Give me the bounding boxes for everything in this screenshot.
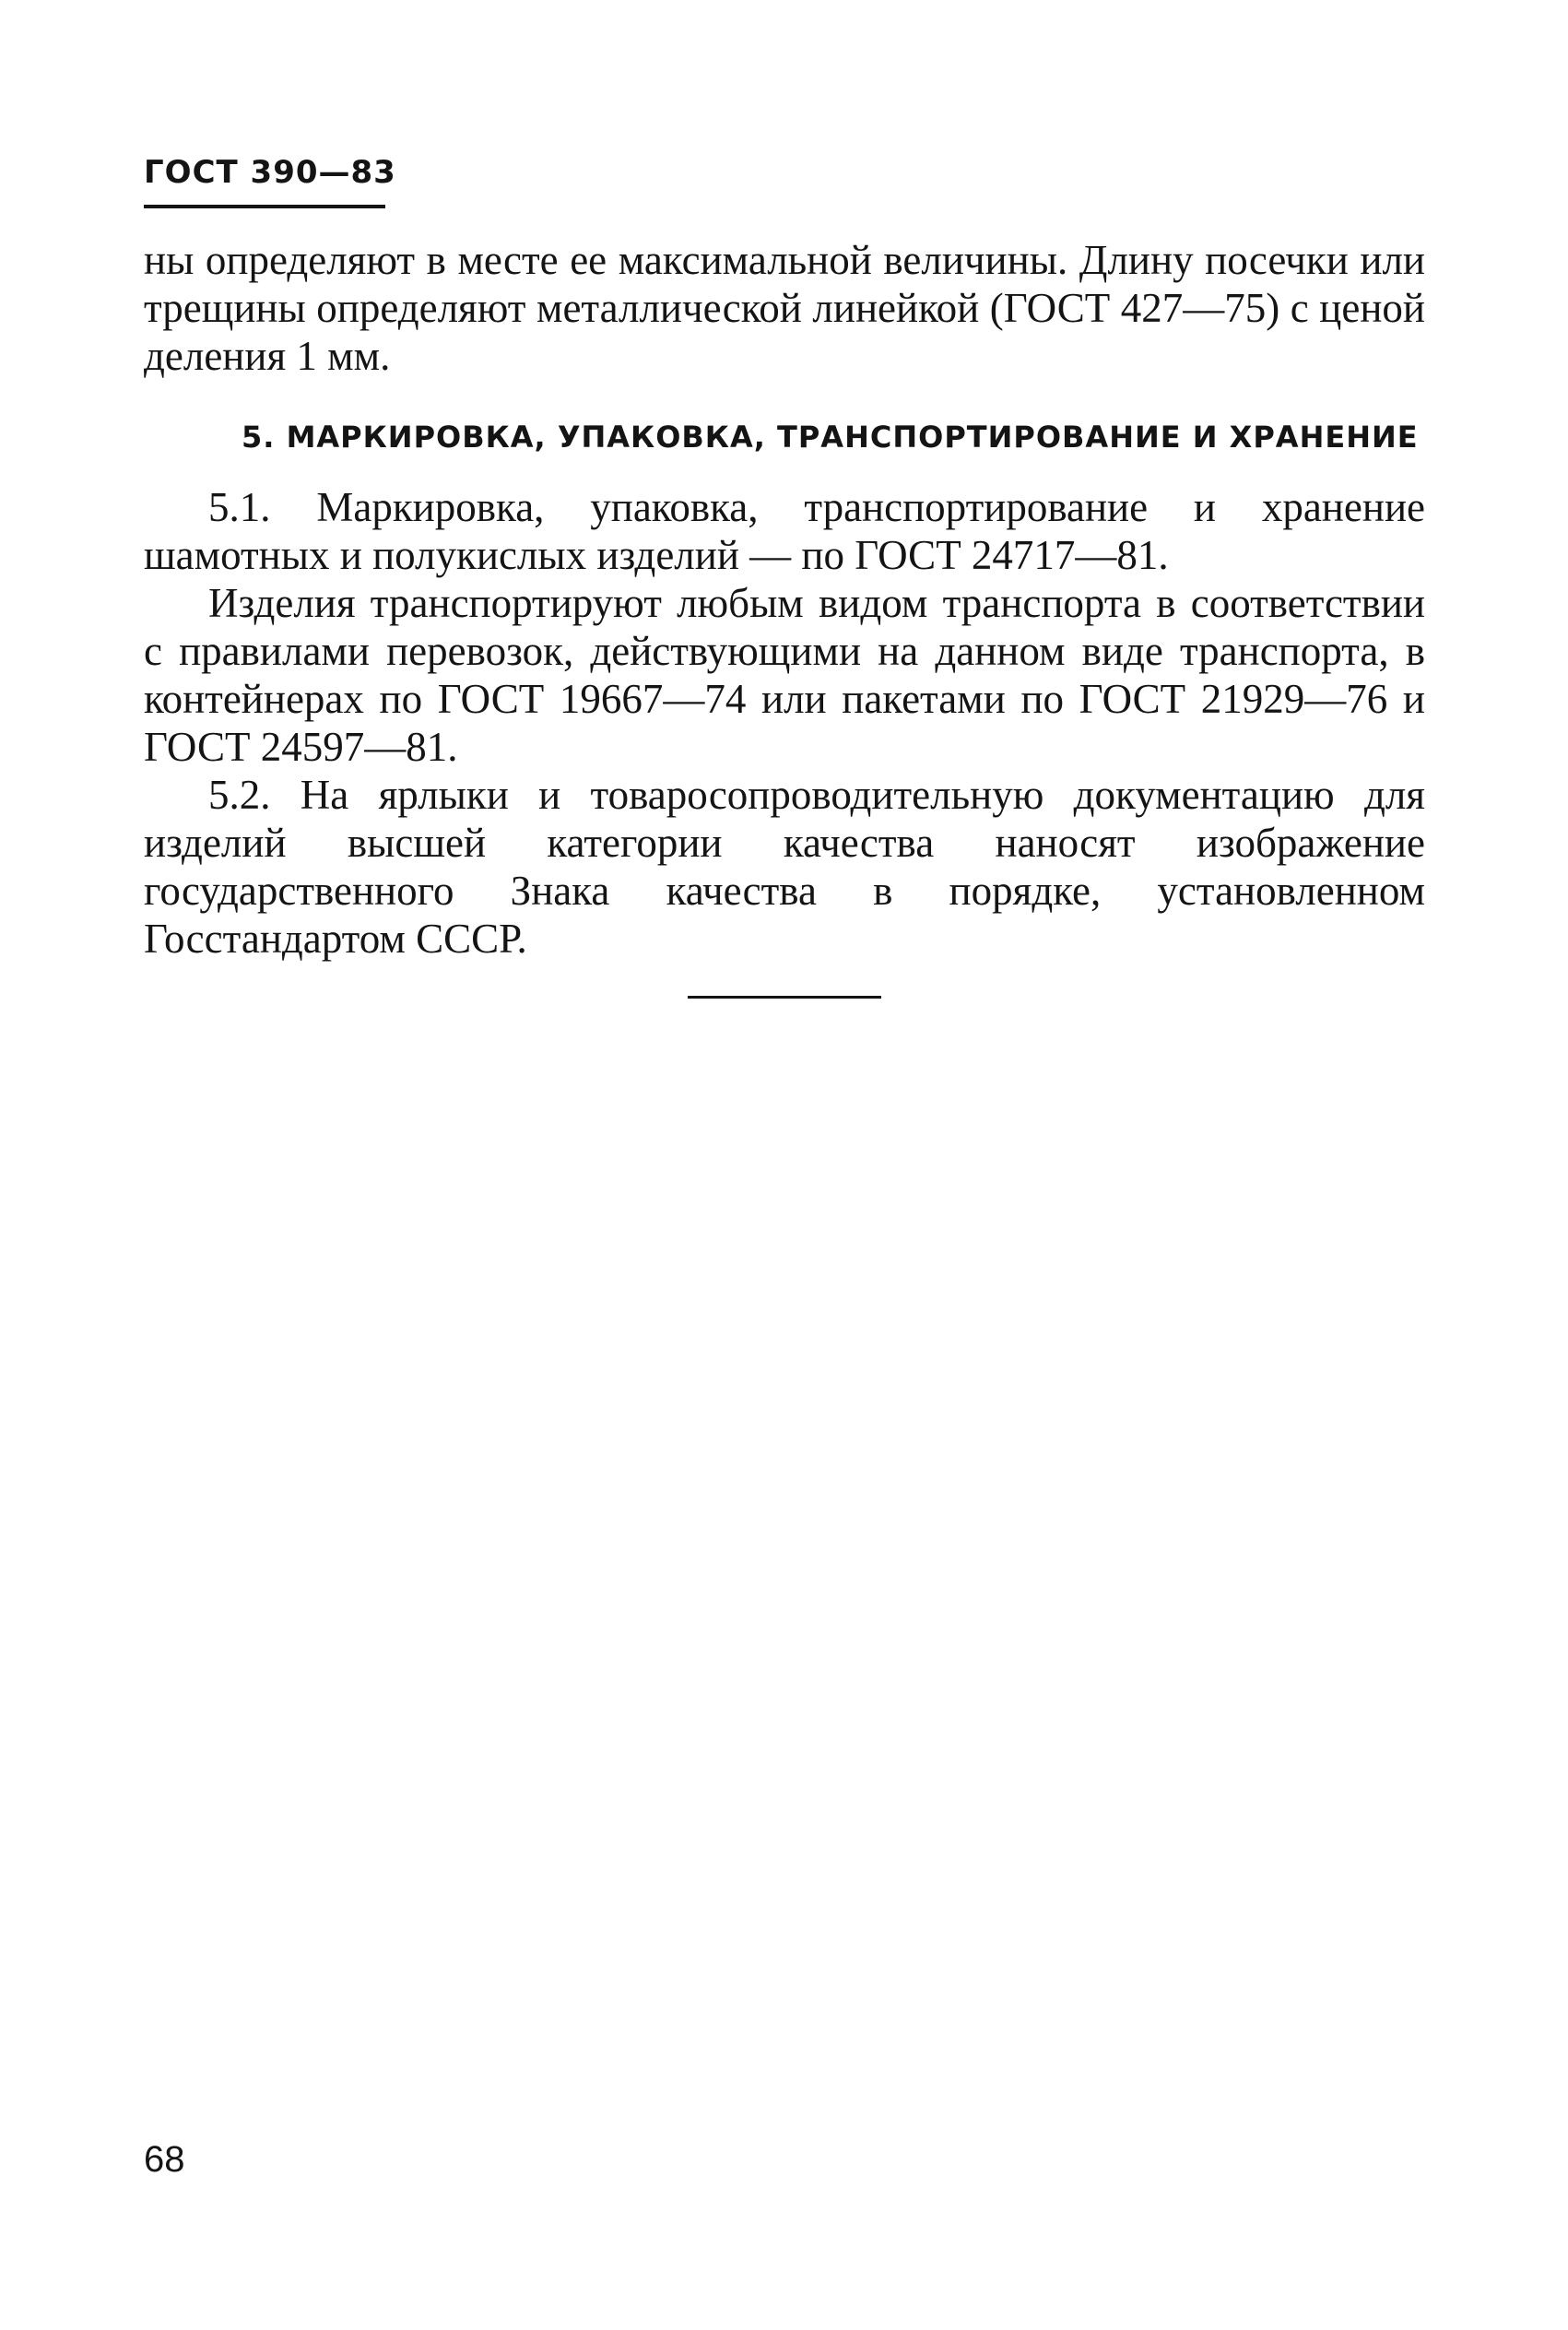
header-rule [144, 205, 385, 208]
page-number: 68 [144, 2139, 185, 2180]
section-body [144, 483, 1425, 963]
paragraph-transport: Изделия транспортируют любым видом транспорта в соответствии с правилами перевозок, действующими на данном виде транспорта, в контейнерах по ГОСТ 19667—74 или пакетами по ГОСТ 21929—76 и ГОСТ 24597—81. [144, 580, 1425, 770]
section-heading: 5. МАРКИРОВКА, УПАКОВКА, ТРАНСПОРТИРОВАНИЕ И ХРАНЕНИЕ [242, 420, 1419, 455]
paragraph-5-2: 5.2. На ярлыки и товаросопроводительную документацию для изделий высшей категории качества наносят изображение государственного Знака качества в порядке, установленном Госстандартом СССР. [144, 772, 1425, 962]
continuation-paragraph: ны определяют в месте ее максимальной величины. Длину посечки или трещины определяют металлической линейкой (ГОСТ 427—75) с ценой деления 1 мм. [144, 237, 1425, 379]
running-head: ГОСТ 390—83 [144, 154, 396, 191]
paragraph-5-1: 5.1. Маркировка, упаковка, транспортирование и хранение шамотных и полукислых изделий — по ГОСТ 24717—81. [144, 484, 1425, 578]
end-rule [688, 996, 881, 999]
